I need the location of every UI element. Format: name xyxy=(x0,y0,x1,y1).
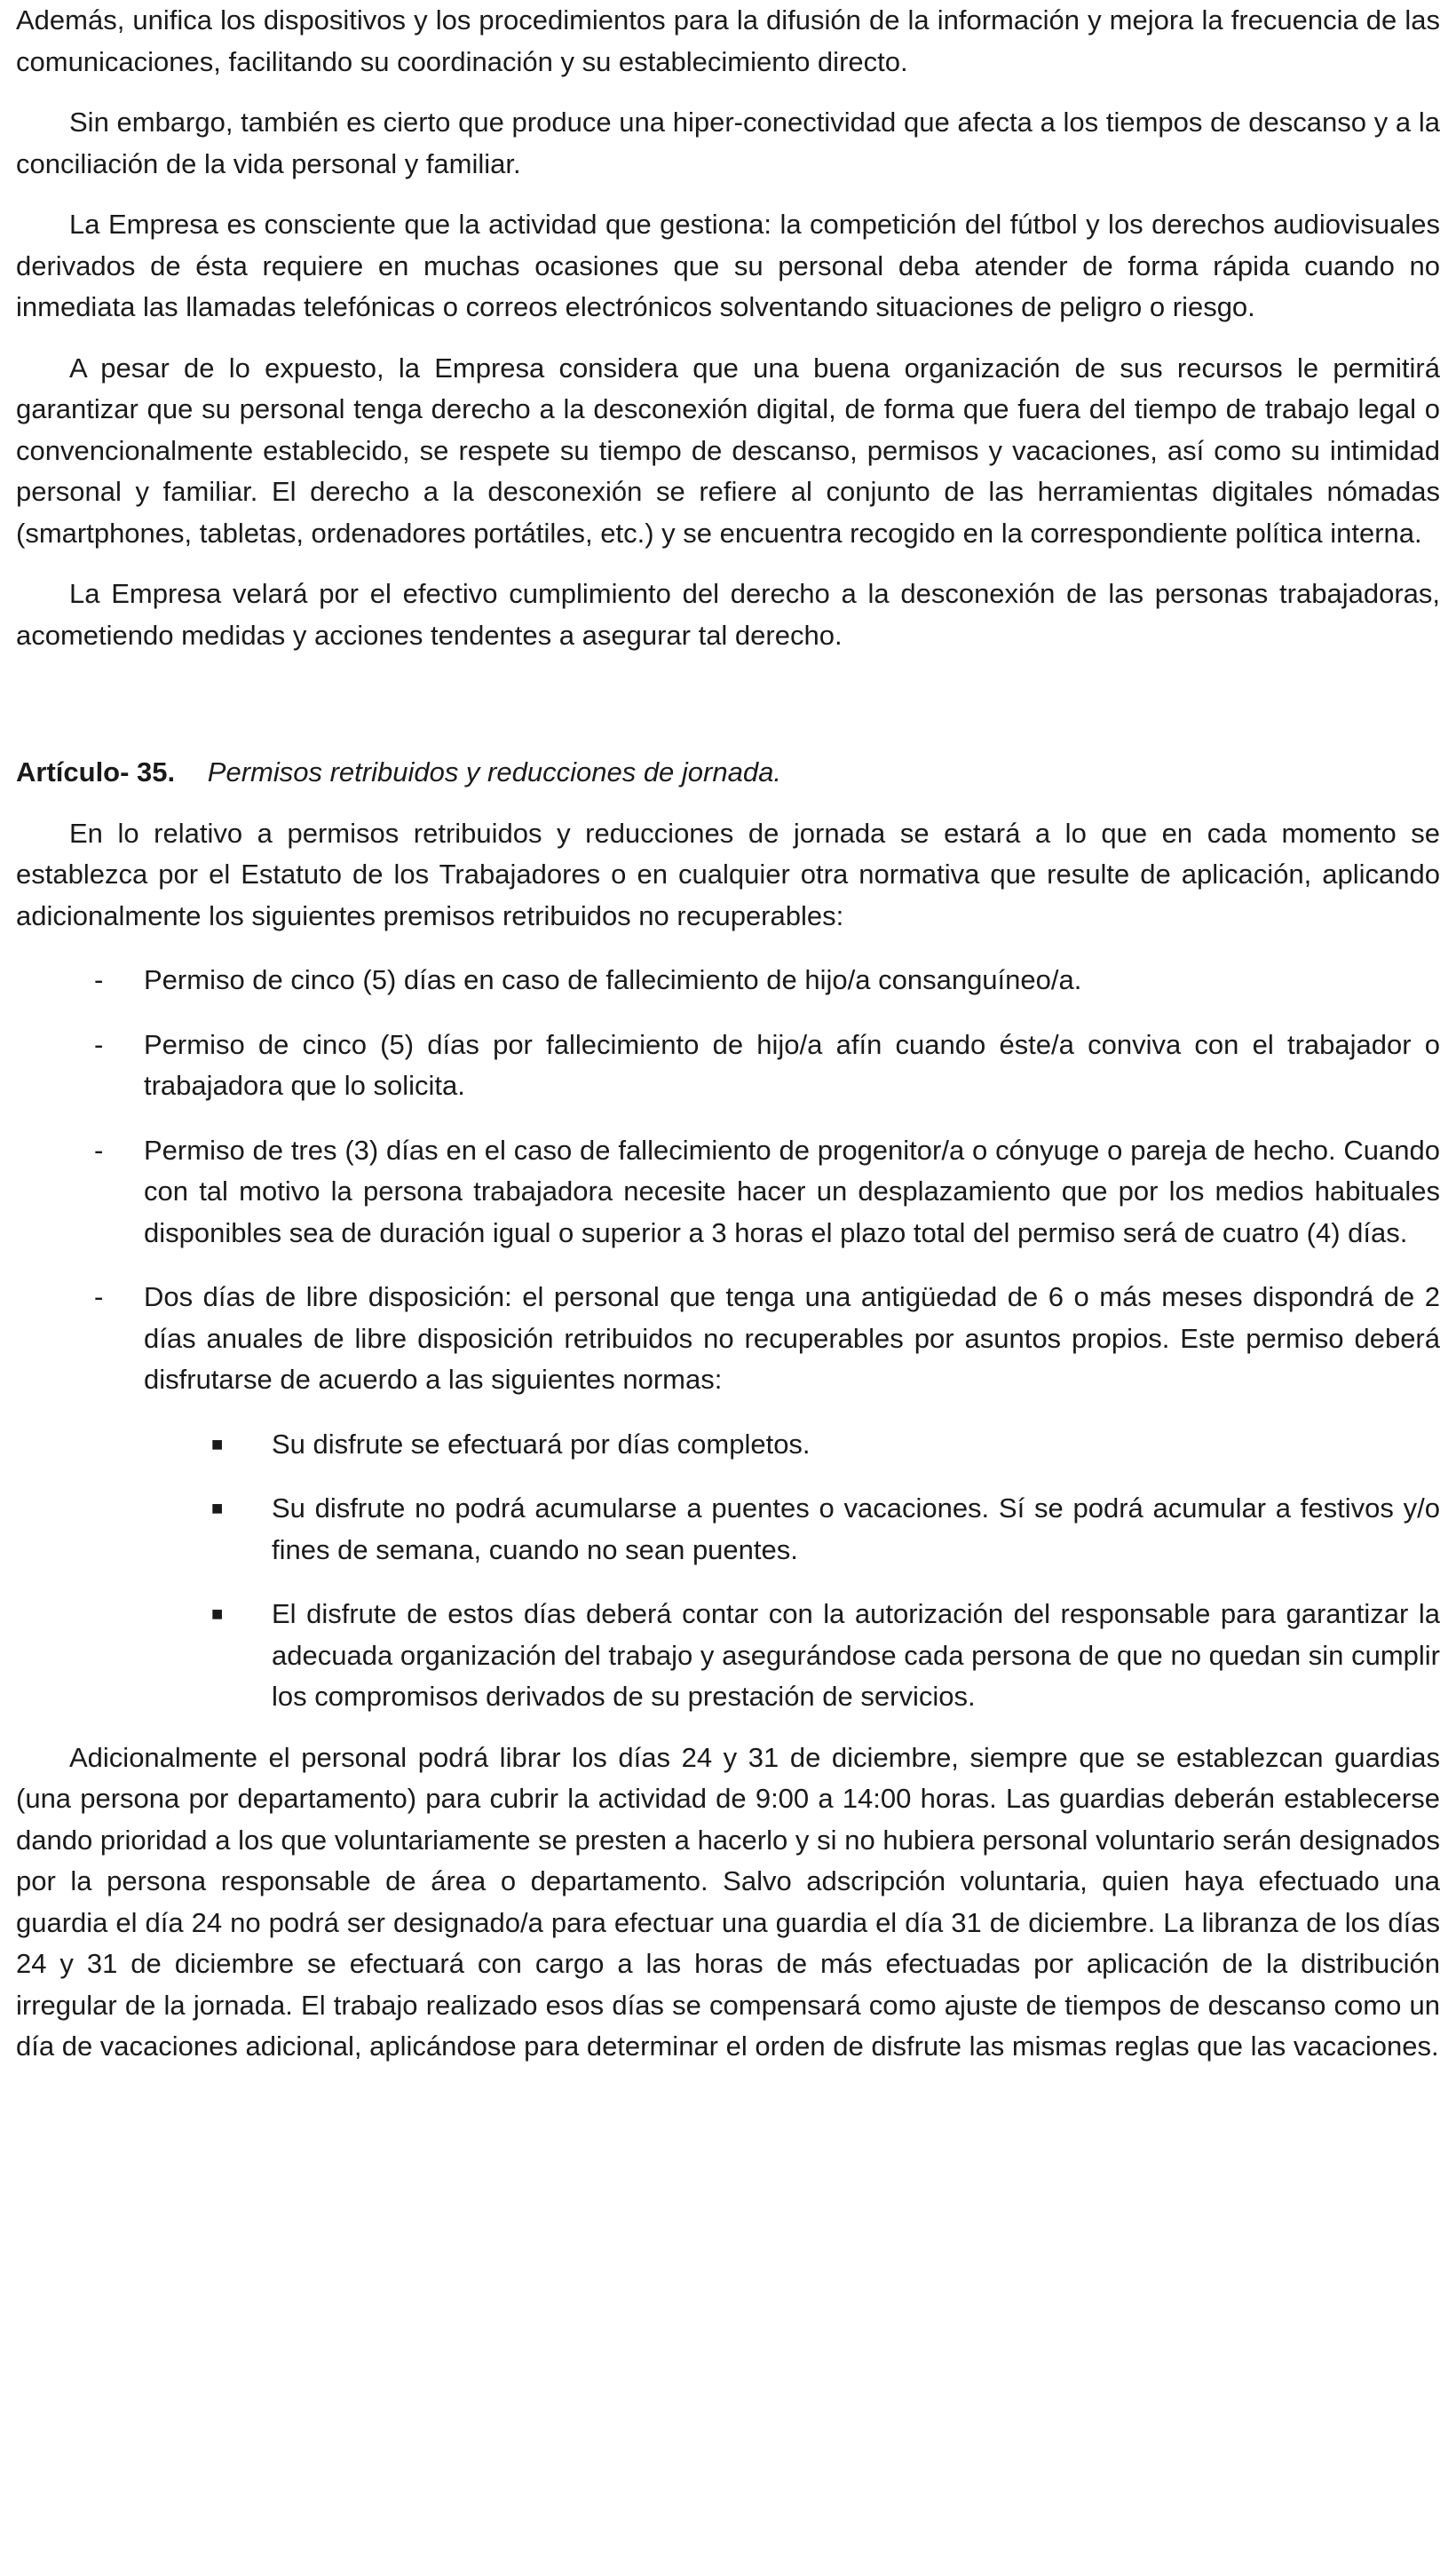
article-closing: Adicionalmente el personal podrá librar los días 24 y 31 de diciembre, siempre que se establezcan guardias (una persona por departamento) para cubrir la actividad de 9:00 a 14:00 horas. Las guardias deberán establecerse dando prioridad a los que voluntariamente se presten a hacerlo y si no hubiera personal voluntario serán designados por la persona responsable de área o departamento. Salvo adscripción voluntaria, quien haya efectuado una guardia el día 24 no podrá ser designado/a para efectuar una guardia el día 31 de diciembre. La libranza de los días 24 y 31 de diciembre se efectuará con cargo a las horas de más efectuadas por aplicación de la distribución irregular de la jornada. El trabajo realizado esos días se compensará como ajuste de tiempos de descanso como un día de vacaciones adicional, aplicándose para determinar el orden de disfrute las mismas reglas que las vacaciones. xyxy=(16,1741,1440,2062)
document-page xyxy=(16,0,1440,2068)
dash-marker: - xyxy=(94,1281,104,1312)
paragraph: La Empresa velará por el efectivo cumplimiento del derecho a la desconexión de las personas trabajadoras, acometiendo medidas y acciones tendentes a asegurar tal derecho. xyxy=(16,578,1440,651)
article-number: Artículo- 35. xyxy=(16,756,176,788)
square-bullet-icon: ■ xyxy=(211,1432,224,1455)
dash-marker: - xyxy=(94,1134,104,1166)
list-item: - Permiso de cinco (5) días por fallecimiento de hijo/a afín cuando éste/a conviva con el trabajador o trabajadora que lo solicita. xyxy=(16,1025,1440,1107)
list-item: - Permiso de cinco (5) días en caso de fallecimiento de hijo/a consanguíneo/a. xyxy=(16,960,1440,1001)
permits-list xyxy=(16,960,1440,1401)
square-bullet-icon: ■ xyxy=(211,1497,224,1519)
list-item: - Permiso de tres (3) días en el caso de fallecimiento de progenitor/a o cónyuge o pareja de hecho. Cuando con tal motivo la persona trabajadora necesite hacer un desplazamiento que por los medios habituales disponibles sea de duración igual o superior a 3 horas el plazo total del permiso será de cuatro (4) días. xyxy=(16,1130,1440,1255)
list-item: - Dos días de libre disposición: el personal que tenga una antigüedad de 6 o más meses dispondrá de 2 días anuales de libre disposición retribuidos no recuperables por asuntos propios. Este permiso deberá disfrutarse de acuerdo a las siguientes normas: xyxy=(16,1277,1440,1401)
article-intro: En lo relativo a permisos retribuidos y reducciones de jornada se estará a lo que en cada momento se establezca por el Estatuto de los Trabajadores o en cualquier otra normativa que resulte de aplicación, aplicando adicionalmente los siguientes premisos retribuidos no recuperables: xyxy=(16,817,1440,931)
article-heading xyxy=(16,752,1440,794)
free-days-rules-list xyxy=(16,1424,1440,1718)
paragraph: A pesar de lo expuesto, la Empresa considera que una buena organización de sus recursos le permitirá garantizar que su personal tenga derecho a la desconexión digital, de forma que fuera del tiempo de trabajo legal o convencionalmente establecido, se respete su tiempo de descanso, permisos y vacaciones, así como su intimidad personal y familiar. El derecho a la desconexión se refiere al conjunto de las herramientas digitales nómadas (smartphones, tabletas, ordenadores portátiles, etc.) y se encuentra recogido en la correspondiente política interna. xyxy=(16,352,1440,549)
square-bullet-icon: ■ xyxy=(211,1603,224,1625)
dash-marker: - xyxy=(94,964,104,995)
list-item: ■ Su disfrute no podrá acumularse a puentes o vacaciones. Sí se podrá acumular a festivos y/o fines de semana, cuando no sean puentes. xyxy=(16,1488,1440,1571)
paragraph: Sin embargo, también es cierto que produce una hiper-conectividad que afecta a los tiempos de descanso y a la conciliación de la vida personal y familiar. xyxy=(16,107,1440,179)
list-item: ■ El disfrute de estos días deberá contar con la autorización del responsable para garantizar la adecuada organización del trabajo y asegurándose cada persona de que no quedan sin cumplir los compromisos derivados de su prestación de servicios. xyxy=(16,1594,1440,1718)
paragraph: Además, unifica los dispositivos y los procedimientos para la difusión de la información y mejora la frecuencia de las comunicaciones, facilitando su coordinación y su establecimiento directo. xyxy=(16,4,1440,77)
article-title: Permisos retribuidos y reducciones de jornada. xyxy=(207,756,781,788)
paragraph: La Empresa es consciente que la actividad que gestiona: la competición del fútbol y los derechos audiovisuales derivados de ésta requiere en muchas ocasiones que su personal deba atender de forma rápida cuando no inmediata las llamadas telefónicas o correos electrónicos solventando situaciones de peligro o riesgo. xyxy=(16,209,1440,322)
list-item: ■ Su disfrute se efectuará por días completos. xyxy=(16,1424,1440,1466)
dash-marker: - xyxy=(94,1028,104,1060)
